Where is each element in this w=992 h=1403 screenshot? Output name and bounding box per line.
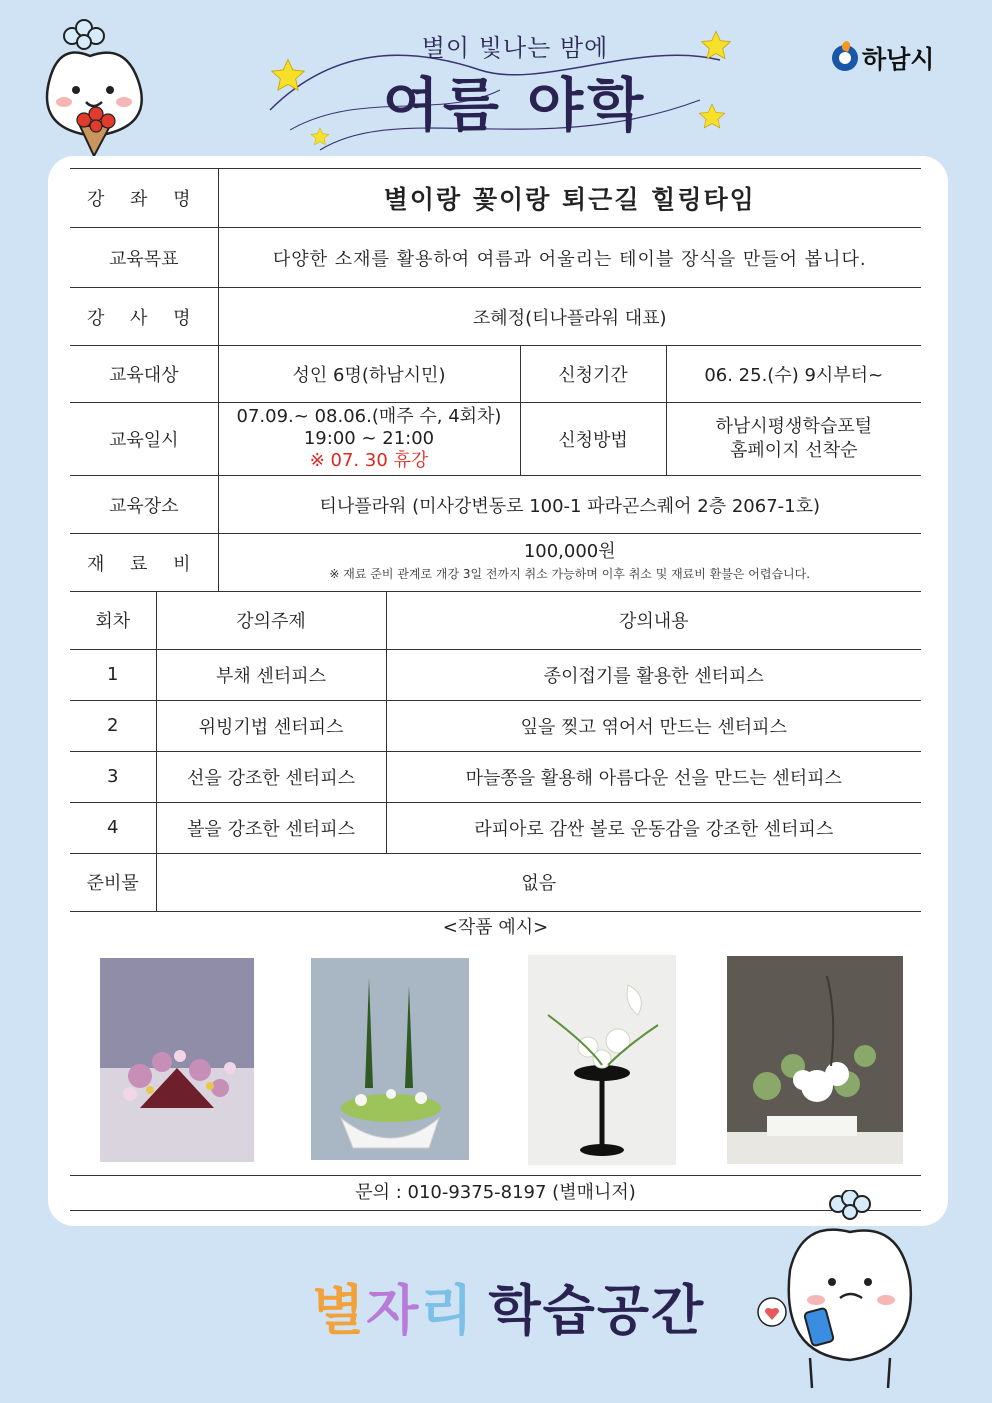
footer-brand-char: 리 <box>420 1279 475 1342</box>
schedule-label: 교육일시 <box>70 403 218 476</box>
row-topic: 선을 강조한 센터피스 <box>156 751 386 802</box>
mascot-icon <box>30 18 160 158</box>
col-header-no: 회차 <box>70 591 156 649</box>
example-photo-3 <box>528 955 676 1165</box>
schedule-break: ※ 07. 30 휴강 <box>309 450 429 471</box>
schedule-time: 19:00 ~ 21:00 <box>303 428 435 449</box>
table-row <box>70 751 921 802</box>
apply-method-value <box>666 403 921 476</box>
col-header-topic: 강의주제 <box>156 591 386 649</box>
goal-label: 교육목표 <box>70 228 218 288</box>
logo-text: 하남시 <box>862 45 935 74</box>
instructor-value: 조혜정(티나플라워 대표) <box>218 288 921 346</box>
row-no: 2 <box>70 700 156 751</box>
target-label: 교육대상 <box>70 346 218 403</box>
mascot-icon <box>750 1190 930 1390</box>
col-header-content: 강의내용 <box>386 591 921 649</box>
example-photo-2 <box>311 958 469 1160</box>
example-photo-4 <box>727 956 903 1164</box>
schedule-dates: 07.09.~ 08.06.(매주 수, 4회차) <box>236 406 502 427</box>
table-row <box>70 802 921 853</box>
place-label: 교육장소 <box>70 476 218 534</box>
examples-label: <작품 예시> <box>442 917 549 938</box>
row-topic: 볼을 강조한 센터피스 <box>156 802 386 853</box>
header-title: 여름 야학 <box>382 71 648 139</box>
fee-amount: 100,000원 <box>523 540 616 562</box>
footer-brand-char: 별 <box>312 1279 367 1342</box>
apply-method-line1: 하남시평생학습포털 <box>715 416 872 437</box>
apply-method-line2: 홈페이지 선착순 <box>730 440 858 461</box>
row-topic: 부채 센터피스 <box>156 649 386 700</box>
star-icon <box>698 103 726 131</box>
table-row <box>70 700 921 751</box>
schedule-value <box>218 403 520 476</box>
apply-method-label: 신청방법 <box>520 403 666 476</box>
row-content: 라피아로 감싼 볼로 운동감을 강조한 센터피스 <box>386 802 921 853</box>
star-icon <box>310 127 330 147</box>
hanam-logo-icon <box>832 45 858 71</box>
supplies-value: 없음 <box>156 853 921 911</box>
instructor-label: 강 사 명 <box>70 288 218 346</box>
apply-period-label: 신청기간 <box>520 346 666 403</box>
header <box>0 0 992 160</box>
star-icon <box>700 30 732 62</box>
row-no: 3 <box>70 751 156 802</box>
footer-brand-dark: 학습공간 <box>488 1279 706 1342</box>
row-content: 잎을 찢고 엮어서 만드는 센터피스 <box>386 700 921 751</box>
supplies-label: 준비물 <box>70 853 156 911</box>
hanam-logo <box>832 40 934 76</box>
row-topic: 위빙기법 센터피스 <box>156 700 386 751</box>
fee-note: ※ 재료 준비 관계로 개강 3일 전까지 취소 가능하며 이후 취소 및 재료비 환불은 어렵습니다. <box>329 566 811 581</box>
contact-info: 문의 : 010-9375-8197 (별매니저) <box>70 1175 921 1211</box>
fee-label: 재 료 비 <box>70 534 218 592</box>
apply-period-value: 06. 25.(수) 9시부터~ <box>666 346 921 403</box>
course-name: 별이랑 꽃이랑 퇴근길 힐링타임 <box>218 169 921 228</box>
row-content: 종이접기를 활용한 센터피스 <box>386 649 921 700</box>
row-no: 4 <box>70 802 156 853</box>
row-content: 마늘쫑을 활용해 아름다운 선을 만드는 센터피스 <box>386 751 921 802</box>
row-no: 1 <box>70 649 156 700</box>
course-label: 강 좌 명 <box>70 169 218 228</box>
table-row <box>70 649 921 700</box>
footer-brand <box>312 1268 705 1345</box>
course-info-table <box>70 168 921 592</box>
header-subtitle: 별이 빛나는 밤에 <box>421 34 609 62</box>
target-value: 성인 6명(하남시민) <box>218 346 520 403</box>
place-value: 티나플라워 (미사강변동로 100-1 파라곤스퀘어 2층 2067-1호) <box>218 476 921 534</box>
star-icon <box>270 58 306 94</box>
example-photo-1 <box>100 958 254 1162</box>
goal-value: 다양한 소재를 활용하여 여름과 어울리는 테이블 장식을 만들어 봅니다. <box>218 228 921 288</box>
fee-value <box>218 534 921 592</box>
curriculum-table <box>70 591 921 912</box>
footer-brand-char: 자 <box>366 1279 421 1342</box>
footer-brand-colored <box>312 1268 475 1345</box>
